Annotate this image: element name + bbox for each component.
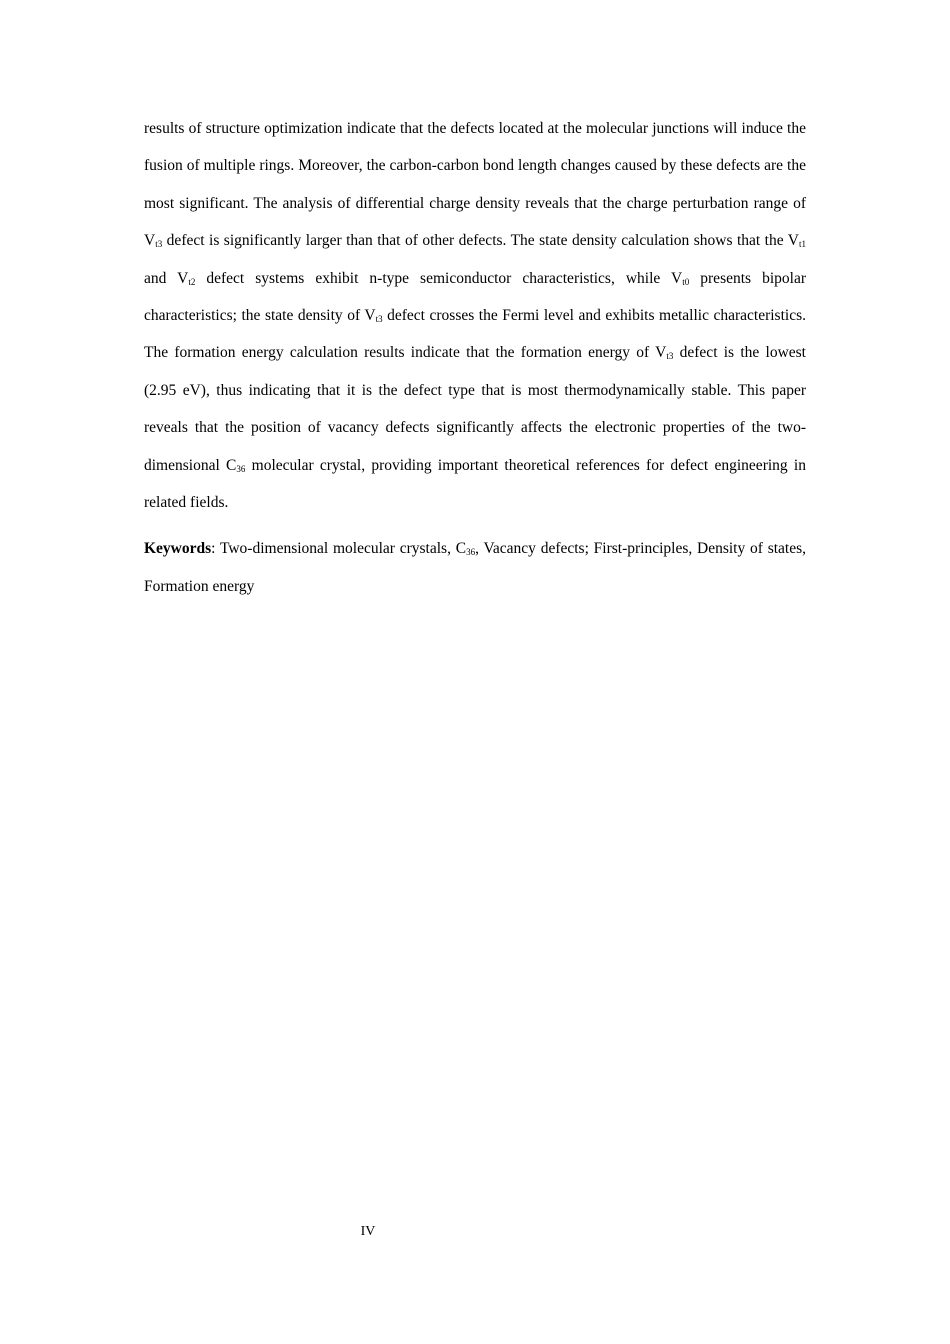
subscript: t1 (798, 239, 806, 250)
abstract-text: molecular crystal, providing important theoretical references for defect engineering in related fields. (144, 456, 806, 512)
abstract-text: results of structure optimization indicate that the defects located at the molecular junctions will induce the fusion of multiple rings. Moreover, the carbon-carbon bond length changes caused by these defects are the most significant. The analysis of differential charge density reveals that the charge perturbation range of V (144, 120, 806, 250)
keywords-paragraph (144, 530, 806, 605)
abstract-text: defect is the lowest (2.95 eV), thus indicating that it is the defect type that is most thermodynamically stable. This paper reveals that the position of vacancy defects significantly affects the electronic properties of the two-dimensional C (144, 344, 806, 474)
abstract-text: presents bipolar characteristics; the state density of V (144, 269, 806, 325)
document-page (144, 110, 806, 605)
subscript: t3 (666, 351, 674, 362)
abstract-text: defect systems exhibit n-type semiconductor characteristics, while V (195, 269, 683, 287)
abstract-text: and V (144, 269, 189, 287)
keywords-text: Two-dimensional molecular crystals, C (219, 540, 467, 558)
subscript: t2 (188, 276, 196, 287)
keywords-colon: : (211, 540, 220, 558)
abstract-paragraph (144, 110, 806, 521)
subscript: t0 (682, 276, 690, 287)
subscript: 36 (236, 463, 246, 474)
abstract-text: defect crosses the Fermi level and exhibits metallic characteristics. The formation energy calculation results indicate that the formation energy of V (144, 307, 806, 362)
subscript: t3 (375, 314, 383, 325)
keywords-label: Keywords (144, 540, 212, 558)
subscript: t3 (155, 239, 163, 250)
page-number: IV (360, 1224, 376, 1239)
subscript: 36 (466, 547, 476, 558)
abstract-text: defect is significantly larger than that of other defects. The state density calculation shows that the V (162, 232, 799, 250)
keywords-text: , Vacancy defects; First-principles, Density of states, Formation energy (144, 540, 807, 595)
